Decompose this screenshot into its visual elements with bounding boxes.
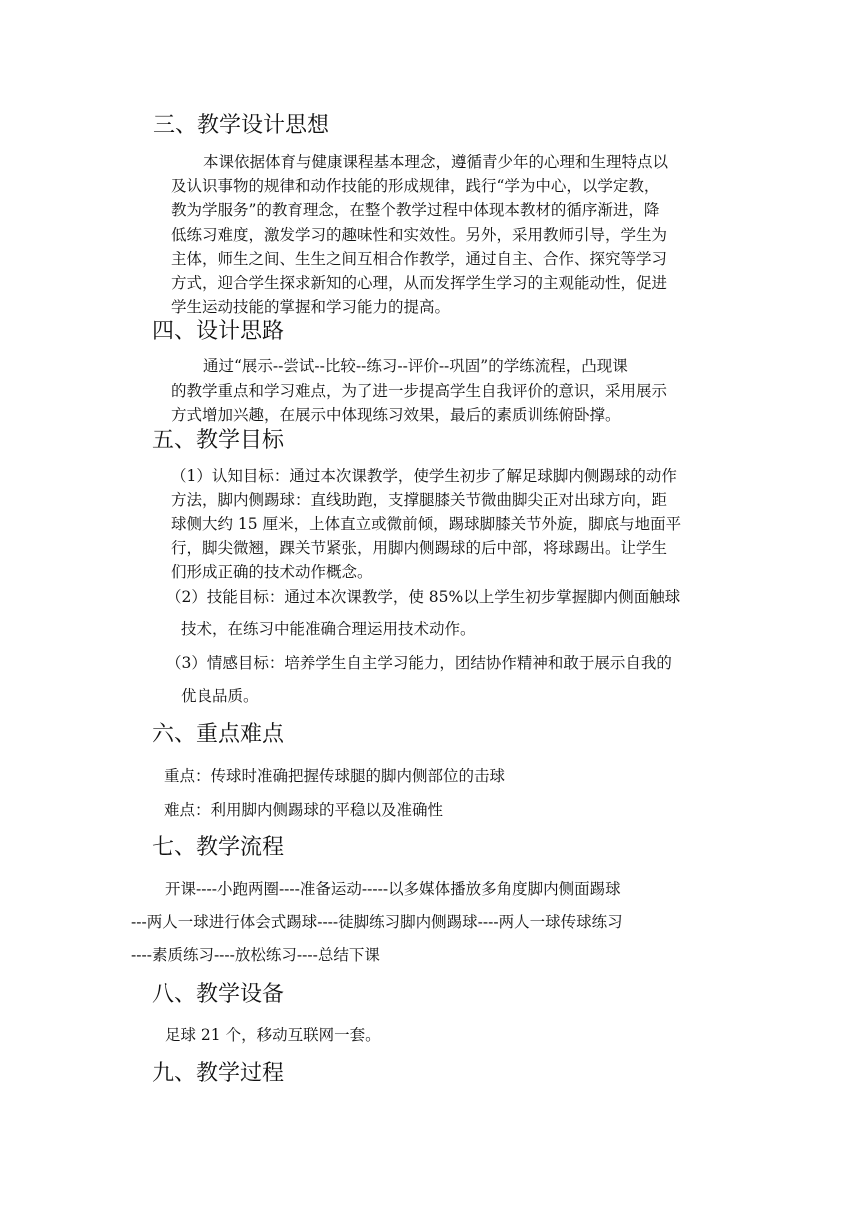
goal-cognitive-line: 行，脚尖微翘，踝关节紧张，用脚内侧踢球的后中部，将球踢出。让学生	[171, 539, 668, 557]
section-heading-teaching-goals: 五、教学目标	[152, 428, 285, 453]
goal-affective-line: 优良品质。	[181, 687, 259, 705]
goal-affective-line: （3）情感目标：培养学生自主学习能力，团结协作精神和敢于展示自我的	[166, 654, 672, 672]
paragraph-line: 低练习难度，激发学习的趣味性和实效性。另外，采用教师引导，学生为	[171, 226, 668, 244]
goal-skill-line: 技术，在练习中能准确合理运用技术动作。	[181, 620, 476, 638]
flow-line: ---两人一球进行体会式踢球----徒脚练习脚内侧踢球----两人一球传球练习	[131, 913, 623, 931]
goal-cognitive-line: 们形成正确的技术动作概念。	[171, 563, 373, 581]
paragraph-line: 本课依据体育与健康课程基本理念，遵循青少年的心理和生理特点以	[203, 153, 669, 171]
paragraph-line: 方式，迎合学生探求新知的心理，从而发挥学生学习的主观能动性，促进	[171, 274, 668, 292]
difficulty-text: 难点：利用脚内侧踢球的平稳以及准确性	[164, 801, 444, 819]
equipment-text: 足球 21 个，移动互联网一套。	[165, 1026, 381, 1044]
paragraph-line: 教为学服务”的教育理念，在整个教学过程中体现本教材的循序渐进，降	[171, 201, 660, 219]
goal-cognitive-line: 方法，脚内侧踢球：直线助跑，支撑腿膝关节微曲脚尖正对出球方向，距	[171, 491, 668, 509]
paragraph-line: 主体，师生之间、生生之间互相合作教学，通过自主、合作、探究等学习	[171, 250, 668, 268]
section-heading-key-points: 六、重点难点	[152, 722, 285, 747]
section-heading-teaching-process: 九、教学过程	[152, 1061, 285, 1086]
flow-line: ----素质练习----放松练习----总结下课	[131, 946, 380, 964]
paragraph-line: 通过“展示--尝试--比较--练习--评价--巩固”的学练流程，凸现课	[203, 357, 628, 375]
goal-cognitive-line: （1）认知目标：通过本次课教学，使学生初步了解足球脚内侧踢球的动作	[171, 467, 677, 485]
section-heading-design-philosophy: 三、教学设计思想	[153, 113, 330, 138]
goal-skill-line: （2）技能目标：通过本次课教学，使 85%以上学生初步掌握脚内侧面触球	[166, 588, 681, 606]
paragraph-line: 方式增加兴趣，在展示中体现练习效果，最后的素质训练俯卧撑。	[171, 406, 621, 424]
section-heading-teaching-equipment: 八、教学设备	[152, 982, 285, 1007]
paragraph-line: 的教学重点和学习难点，为了进一步提高学生自我评价的意识，采用展示	[171, 382, 668, 400]
paragraph-line: 及认识事物的规律和动作技能的形成规律，践行“学为中心，以学定教，	[171, 177, 660, 195]
section-heading-design-approach: 四、设计思路	[152, 319, 285, 344]
flow-line: 开课----小跑两圈----准备运动-----以多媒体播放多角度脚内侧面踢球	[165, 880, 621, 898]
goal-cognitive-line: 球侧大约 15 厘米，上体直立或微前倾，踢球脚膝关节外旋，脚底与地面平	[171, 515, 682, 533]
key-point-text: 重点：传球时准确把握传球腿的脚内侧部位的击球	[164, 767, 506, 785]
paragraph-line: 学生运动技能的掌握和学习能力的提高。	[171, 298, 451, 316]
section-heading-teaching-flow: 七、教学流程	[152, 835, 285, 860]
